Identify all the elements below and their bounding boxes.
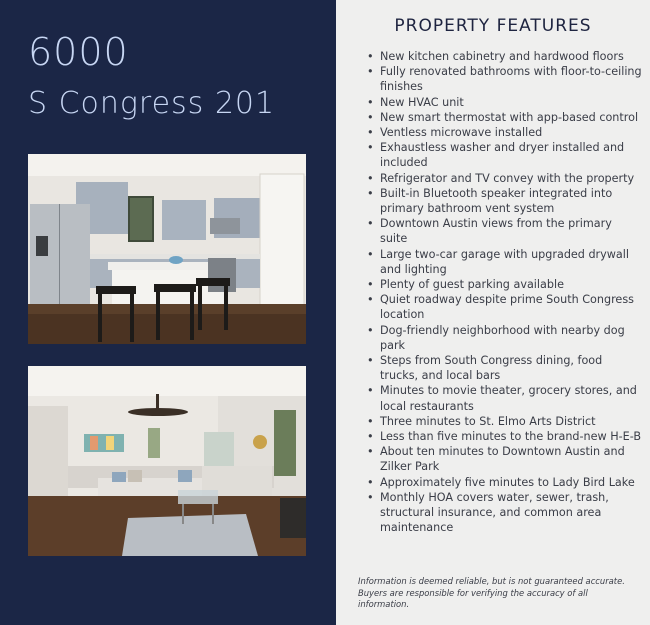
feature-item: • Three minutes to St. Elmo Arts District bbox=[362, 414, 642, 429]
feature-item: • Less than five minutes to the brand-new H-E-B bbox=[362, 429, 642, 444]
feature-item: • Monthly HOA covers water, sewer, trash, structural insurance, and common area maintenance bbox=[362, 490, 642, 536]
feature-item: • New HVAC unit bbox=[362, 95, 642, 110]
disclaimer-text: Information is deemed reliable, but is not guaranteed accurate. Buyers are responsible for verifying the accuracy of all information. bbox=[358, 576, 625, 610]
feature-item: • Approximately five minutes to Lady Bird Lake bbox=[362, 475, 642, 490]
kitchen-photo bbox=[28, 154, 306, 344]
right-panel bbox=[336, 0, 650, 625]
feature-item: • Plenty of guest parking available bbox=[362, 277, 642, 292]
address-street: S Congress 201 bbox=[28, 86, 276, 121]
feature-item: • Large two-car garage with upgraded drywall and lighting bbox=[362, 247, 642, 277]
feature-item: • About ten minutes to Downtown Austin and Zilker Park bbox=[362, 444, 642, 474]
living-room-photo bbox=[28, 366, 306, 556]
feature-item: • Steps from South Congress dining, food trucks, and local bars bbox=[362, 353, 642, 383]
feature-item: • New smart thermostat with app-based control bbox=[362, 110, 642, 125]
feature-item: • Minutes to movie theater, grocery stores, and local restaurants bbox=[362, 383, 642, 413]
feature-item: • Downtown Austin views from the primary suite bbox=[362, 216, 642, 246]
feature-item: • Fully renovated bathrooms with floor-to-ceiling finishes bbox=[362, 64, 642, 94]
address-number: 6000 bbox=[28, 30, 129, 74]
features-heading: PROPERTY FEATURES bbox=[394, 16, 592, 36]
features-list bbox=[362, 49, 642, 536]
feature-item: • Exhaustless washer and dryer installed and included bbox=[362, 140, 642, 170]
feature-item: • Dog-friendly neighborhood with nearby dog park bbox=[362, 323, 642, 353]
feature-item: • Quiet roadway despite prime South Congress location bbox=[362, 292, 642, 322]
feature-item: • Refrigerator and TV convey with the property bbox=[362, 171, 642, 186]
feature-item: • Built-in Bluetooth speaker integrated into primary bathroom vent system bbox=[362, 186, 642, 216]
feature-item: • Ventless microwave installed bbox=[362, 125, 642, 140]
feature-item: • New kitchen cabinetry and hardwood floors bbox=[362, 49, 642, 64]
